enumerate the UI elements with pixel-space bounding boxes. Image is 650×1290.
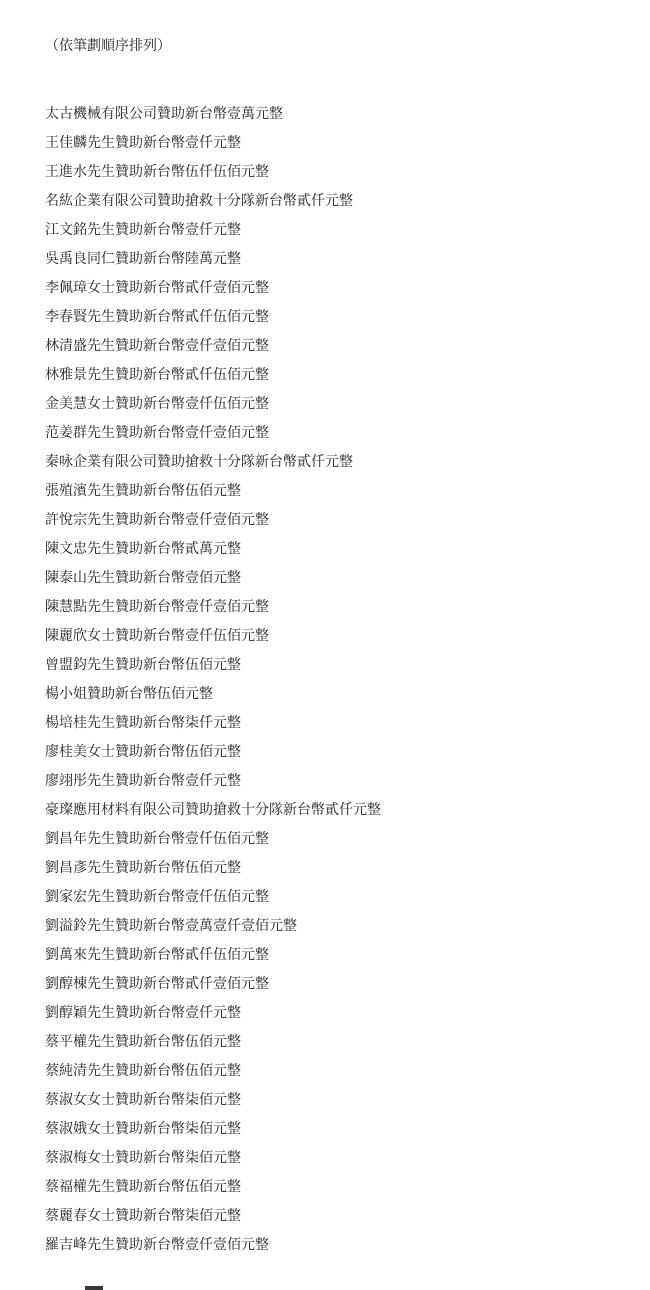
donation-entry: 劉萬來先生贊助新台幣貳仟伍佰元整: [45, 948, 269, 963]
donation-entry: 王進水先生贊助新台幣伍仟伍佰元整: [45, 165, 269, 180]
donation-entry: 吳禹良同仁贊助新台幣陸萬元整: [45, 252, 241, 267]
donation-entry: 名紘企業有限公司贊助搶救十分隊新台幣貳仟元整: [45, 194, 353, 209]
donation-entry: 蔡淑梅女士贊助新台幣柒佰元整: [45, 1151, 241, 1166]
donation-entry: 廖翊彤先生贊助新台幣壹仟元整: [45, 774, 241, 789]
donation-entry: 豪璨應用材料有限公司贊助搶救十分隊新台幣貳仟元整: [45, 803, 381, 818]
donation-entry: 林雅景先生贊助新台幣貳仟伍佰元整: [45, 368, 269, 383]
cutoff-content-artifact: [85, 1286, 103, 1290]
donation-entry: 江文銘先生贊助新台幣壹仟元整: [45, 223, 241, 238]
donation-entry: 羅吉峰先生贊助新台幣壹仟壹佰元整: [45, 1238, 269, 1253]
donation-entry: 劉昌年先生贊助新台幣壹仟伍佰元整: [45, 832, 269, 847]
donation-entry: 李佩璋女士贊助新台幣貳仟壹佰元整: [45, 281, 269, 296]
donation-entry: 劉溢鈴先生贊助新台幣壹萬壹仟壹佰元整: [45, 919, 297, 934]
donation-entry: 王佳麟先生贊助新台幣壹仟元整: [45, 136, 241, 151]
donation-entry: 張殖濱先生贊助新台幣伍佰元整: [45, 484, 241, 499]
donation-entry: 蔡淑娥女士贊助新台幣柒佰元整: [45, 1122, 241, 1137]
donation-entry: 陳慧點先生贊助新台幣壹仟壹佰元整: [45, 600, 269, 615]
donation-entry: 蔡淑女女士贊助新台幣柒佰元整: [45, 1093, 241, 1108]
donation-entry: 楊培桂先生贊助新台幣柒仟元整: [45, 716, 241, 731]
sort-order-note: （依筆劃順序排列）: [45, 39, 171, 54]
donation-entry: 陳泰山先生贊助新台幣壹佰元整: [45, 571, 241, 586]
donation-entry: 劉昌彥先生贊助新台幣伍佰元整: [45, 861, 241, 876]
donation-entry: 李春賢先生贊助新台幣貳仟伍佰元整: [45, 310, 269, 325]
donation-entry: 陳麗欣女士贊助新台幣壹仟伍佰元整: [45, 629, 269, 644]
donation-entry: 劉家宏先生贊助新台幣壹仟伍佰元整: [45, 890, 269, 905]
donation-entry: 楊小姐贊助新台幣伍佰元整: [45, 687, 213, 702]
donation-entry: 陳文忠先生贊助新台幣貳萬元整: [45, 542, 241, 557]
donation-entry: 劉醇穎先生贊助新台幣壹仟元整: [45, 1006, 241, 1021]
donation-entry: 蔡純清先生贊助新台幣伍佰元整: [45, 1064, 241, 1079]
donation-entry: 秦咏企業有限公司贊助搶救十分隊新台幣貳仟元整: [45, 455, 353, 470]
donation-entry: 廖桂美女士贊助新台幣伍佰元整: [45, 745, 241, 760]
donation-entry: 蔡平權先生贊助新台幣伍佰元整: [45, 1035, 241, 1050]
donation-entry: 蔡麗春女士贊助新台幣柒佰元整: [45, 1209, 241, 1224]
donation-entry: 太古機械有限公司贊助新台幣壹萬元整: [45, 107, 283, 122]
donation-entry: 許悅宗先生贊助新台幣壹仟壹佰元整: [45, 513, 269, 528]
donation-entry: 金美慧女士贊助新台幣壹仟伍佰元整: [45, 397, 269, 412]
donation-entry: 范姜群先生贊助新台幣壹仟壹佰元整: [45, 426, 269, 441]
donation-entry: 蔡福權先生贊助新台幣伍佰元整: [45, 1180, 241, 1195]
donation-entry: 劉醇棟先生贊助新台幣貳仟壹佰元整: [45, 977, 269, 992]
donor-list: [45, 100, 381, 1260]
donation-entry: 曾盟鈞先生贊助新台幣伍佰元整: [45, 658, 241, 673]
donation-entry: 林清盛先生贊助新台幣壹仟壹佰元整: [45, 339, 269, 354]
